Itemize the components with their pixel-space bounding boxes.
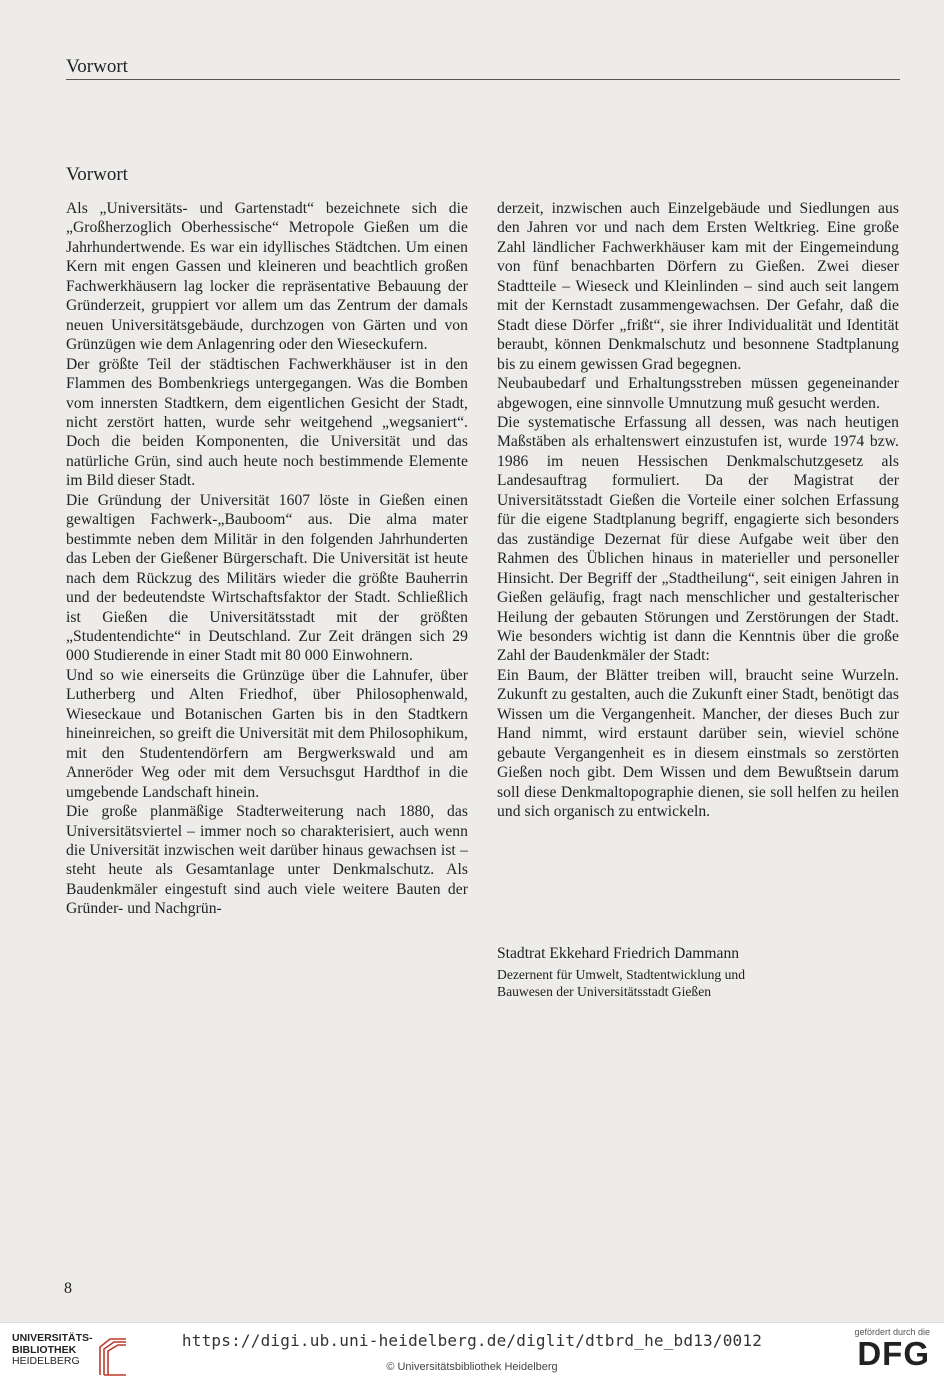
header-rule <box>66 79 900 80</box>
logo-line: BIBLIOTHEK <box>12 1343 77 1356</box>
funder-caption: gefördert durch die <box>854 1327 930 1337</box>
right-text-column <box>497 199 899 822</box>
signature-name: Stadtrat Ekkehard Friedrich Dammann <box>497 945 740 962</box>
dfg-funder-badge[interactable] <box>838 1327 930 1371</box>
section-title: Vorwort <box>66 164 128 185</box>
signature-role-line: Bauwesen der Universitätsstadt Gießen <box>497 984 712 999</box>
document-url-link[interactable]: https://digi.ub.uni-heidelberg.de/diglit/dtbrd_he_bd13/0012 <box>181 1331 763 1350</box>
signature-role-line: Dezernent für Umwelt, Stadtentwicklung und <box>497 967 746 982</box>
left-text-column <box>66 199 468 919</box>
copyright-notice: © Universitätsbibliothek Heidelberg <box>386 1361 558 1373</box>
viewer-footer <box>0 1322 944 1387</box>
paragraph: Die große planmäßige Stadterweiterung nach 1880, das Universitätsviertel – immer noch so charakterisiert, auch wenn die Universität inzwischen weit darüber hinaus gewachsen ist – steht heute als Gesamtanlage unter Denkmalschutz. Als Baudenkmäler eingestuft sind auch viele weitere Bauten der Gründer- und Nachgrün- <box>66 803 468 918</box>
signature-block <box>497 944 899 1000</box>
paragraph: derzeit, inzwischen auch Einzelgebäude und Siedlungen aus den Jahren vor und nach dem Ersten Weltkrieg. Eine große Zahl ländlicher Fachwerkhäuser kam mit der Eingemeindung von fünf benachbarten Dörfern zu Gießen. Zwei dieser Stadtteile – Wieseck und Kleinlinden – sind auch seit langem mit der Kernstadt zusammengewachsen. Der Gefahr, daß die Stadt diese Dörfer „frißt“, sie ihrer Individualität und Identität beraubt, können Denkmalschutz und besonnene Stadtplanung bis zu einem gewissen Grad begegnen. <box>497 200 899 373</box>
paragraph: Und so wie einerseits die Grünzüge über die Lahnufer, über Lutherberg und Alten Friedhof, über Philosophenwald, Wieseckaue und Botanischen Garten bis in den Stadtkern hineinreichen, so greift die Universität mit dem Philosophikum, mit den Studentendörfern am Bergwerkswald und am Anneröder Weg oder mit dem Versuchsgut Hardthof in die umgebende Landschaft hinein. <box>66 666 468 801</box>
paragraph: Die systematische Erfassung all dessen, was nach heutigen Maßstäben als erhaltenswert einzustufen ist, wurde 1974 bzw. 1986 im neuen Hessischen Denkmalschutzgesetz als Landesauftrag formuliert. Da der Magistrat der Universitätsstadt Gießen die Vorteile einer solchen Erfassung für die eigene Stadtplanung begriff, engagierte sich besonders das zuständige Dezernat für diese Aufgabe weit über den Rahmen des Üblichen hinaus in materieller und personeller Hinsicht. Der Begriff der „Stadtheilung“, seit einigen Jahren in Gießen geläufig, fragt nach menschlicher und gestalterischer Heilung der gebauten Störungen und Zerstörungen der Stadt. Wie besonders wichtig ist dann die Kenntnis über die große Zahl der Baudenkmäler der Stadt: <box>497 413 899 665</box>
logo-line: HEIDELBERG <box>12 1355 80 1367</box>
dfg-logo: DFG <box>857 1335 930 1372</box>
logo-line: UNIVERSITÄTS- <box>12 1332 93 1344</box>
running-header-title: Vorwort <box>66 56 128 77</box>
page-number: 8 <box>64 1280 72 1297</box>
paragraph: Als „Universitäts- und Gartenstadt“ bezeichnete sich die „Großherzoglich Oberhessische“ Metropole Gießen um die Jahrhundertwende. Es war ein idyllisches Städtchen. Um einen Kern mit engen Gassen und kleineren und beachtlich großen Fachwerkhäusern lag locker die repräsentative Bebauung der Gründerzeit, gruppiert vor allem um das Zentrum der damals neuen Universitätsgebäude, durchzogen von Gärten und von Grünzügen wie dem Anlagenring oder den Wieseckufern. <box>66 200 468 354</box>
paragraph: Neubaubedarf und Erhaltungsstreben müssen gegeneinander abgewogen, eine sinnvolle Umnutzung muß gesucht werden. <box>497 375 899 412</box>
paragraph: Die Gründung der Universität 1607 löste in Gießen einen gewaltigen Fachwerk-„Bauboom“ aus. Die alma mater bestimmte neben dem Militär in den folgenden Jahrhunderten das Leben der Gießener Bürgerschaft. Die Universität ist heute nach dem Rückzug des Militärs wieder die größte Bauherrin und der bedeutendste Wirtschaftsfaktor der Stadt. Schließlich ist Gießen die Universitätsstadt mit der größten „Studentendichte“ in Deutschland. Zur Zeit drängen sich 29 000 Studierende in einer Stadt mit 80 000 Einwohnern. <box>66 491 468 665</box>
paragraph: Ein Baum, der Blätter treiben will, braucht seine Wurzeln. Zukunft zu gestalten, auch die Zukunft einer Stadt, benötigt das Wissen um die Vergangenheit. Mancher, der dieses Buch zur Hand nimmt, wird erstaunt darüber sein, wieviel schöne gebaute Vergangenheit es in diesem einstmals so zerstörten Gießen noch gibt. Dem Wissen und dem Bewußtsein darum soll diese Denkmaltopographie dienen, sie soll helfen zu heilen und sich organisch zu entwickeln. <box>497 666 899 821</box>
paragraph: Der größte Teil der städtischen Fachwerkhäuser ist in den Flammen des Bombenkriegs untergegangen. Was die Bomben vom innersten Stadtkern, dem eigentlichen Gesicht der Stadt, nicht zerstört hatten, wurde sehr weitgehend „wegsaniert“. Doch die beiden Komponenten, die Universität und das natürliche Grün, sind auch heute noch bestimmende Elemente im Bild dieser Stadt. <box>66 355 468 490</box>
